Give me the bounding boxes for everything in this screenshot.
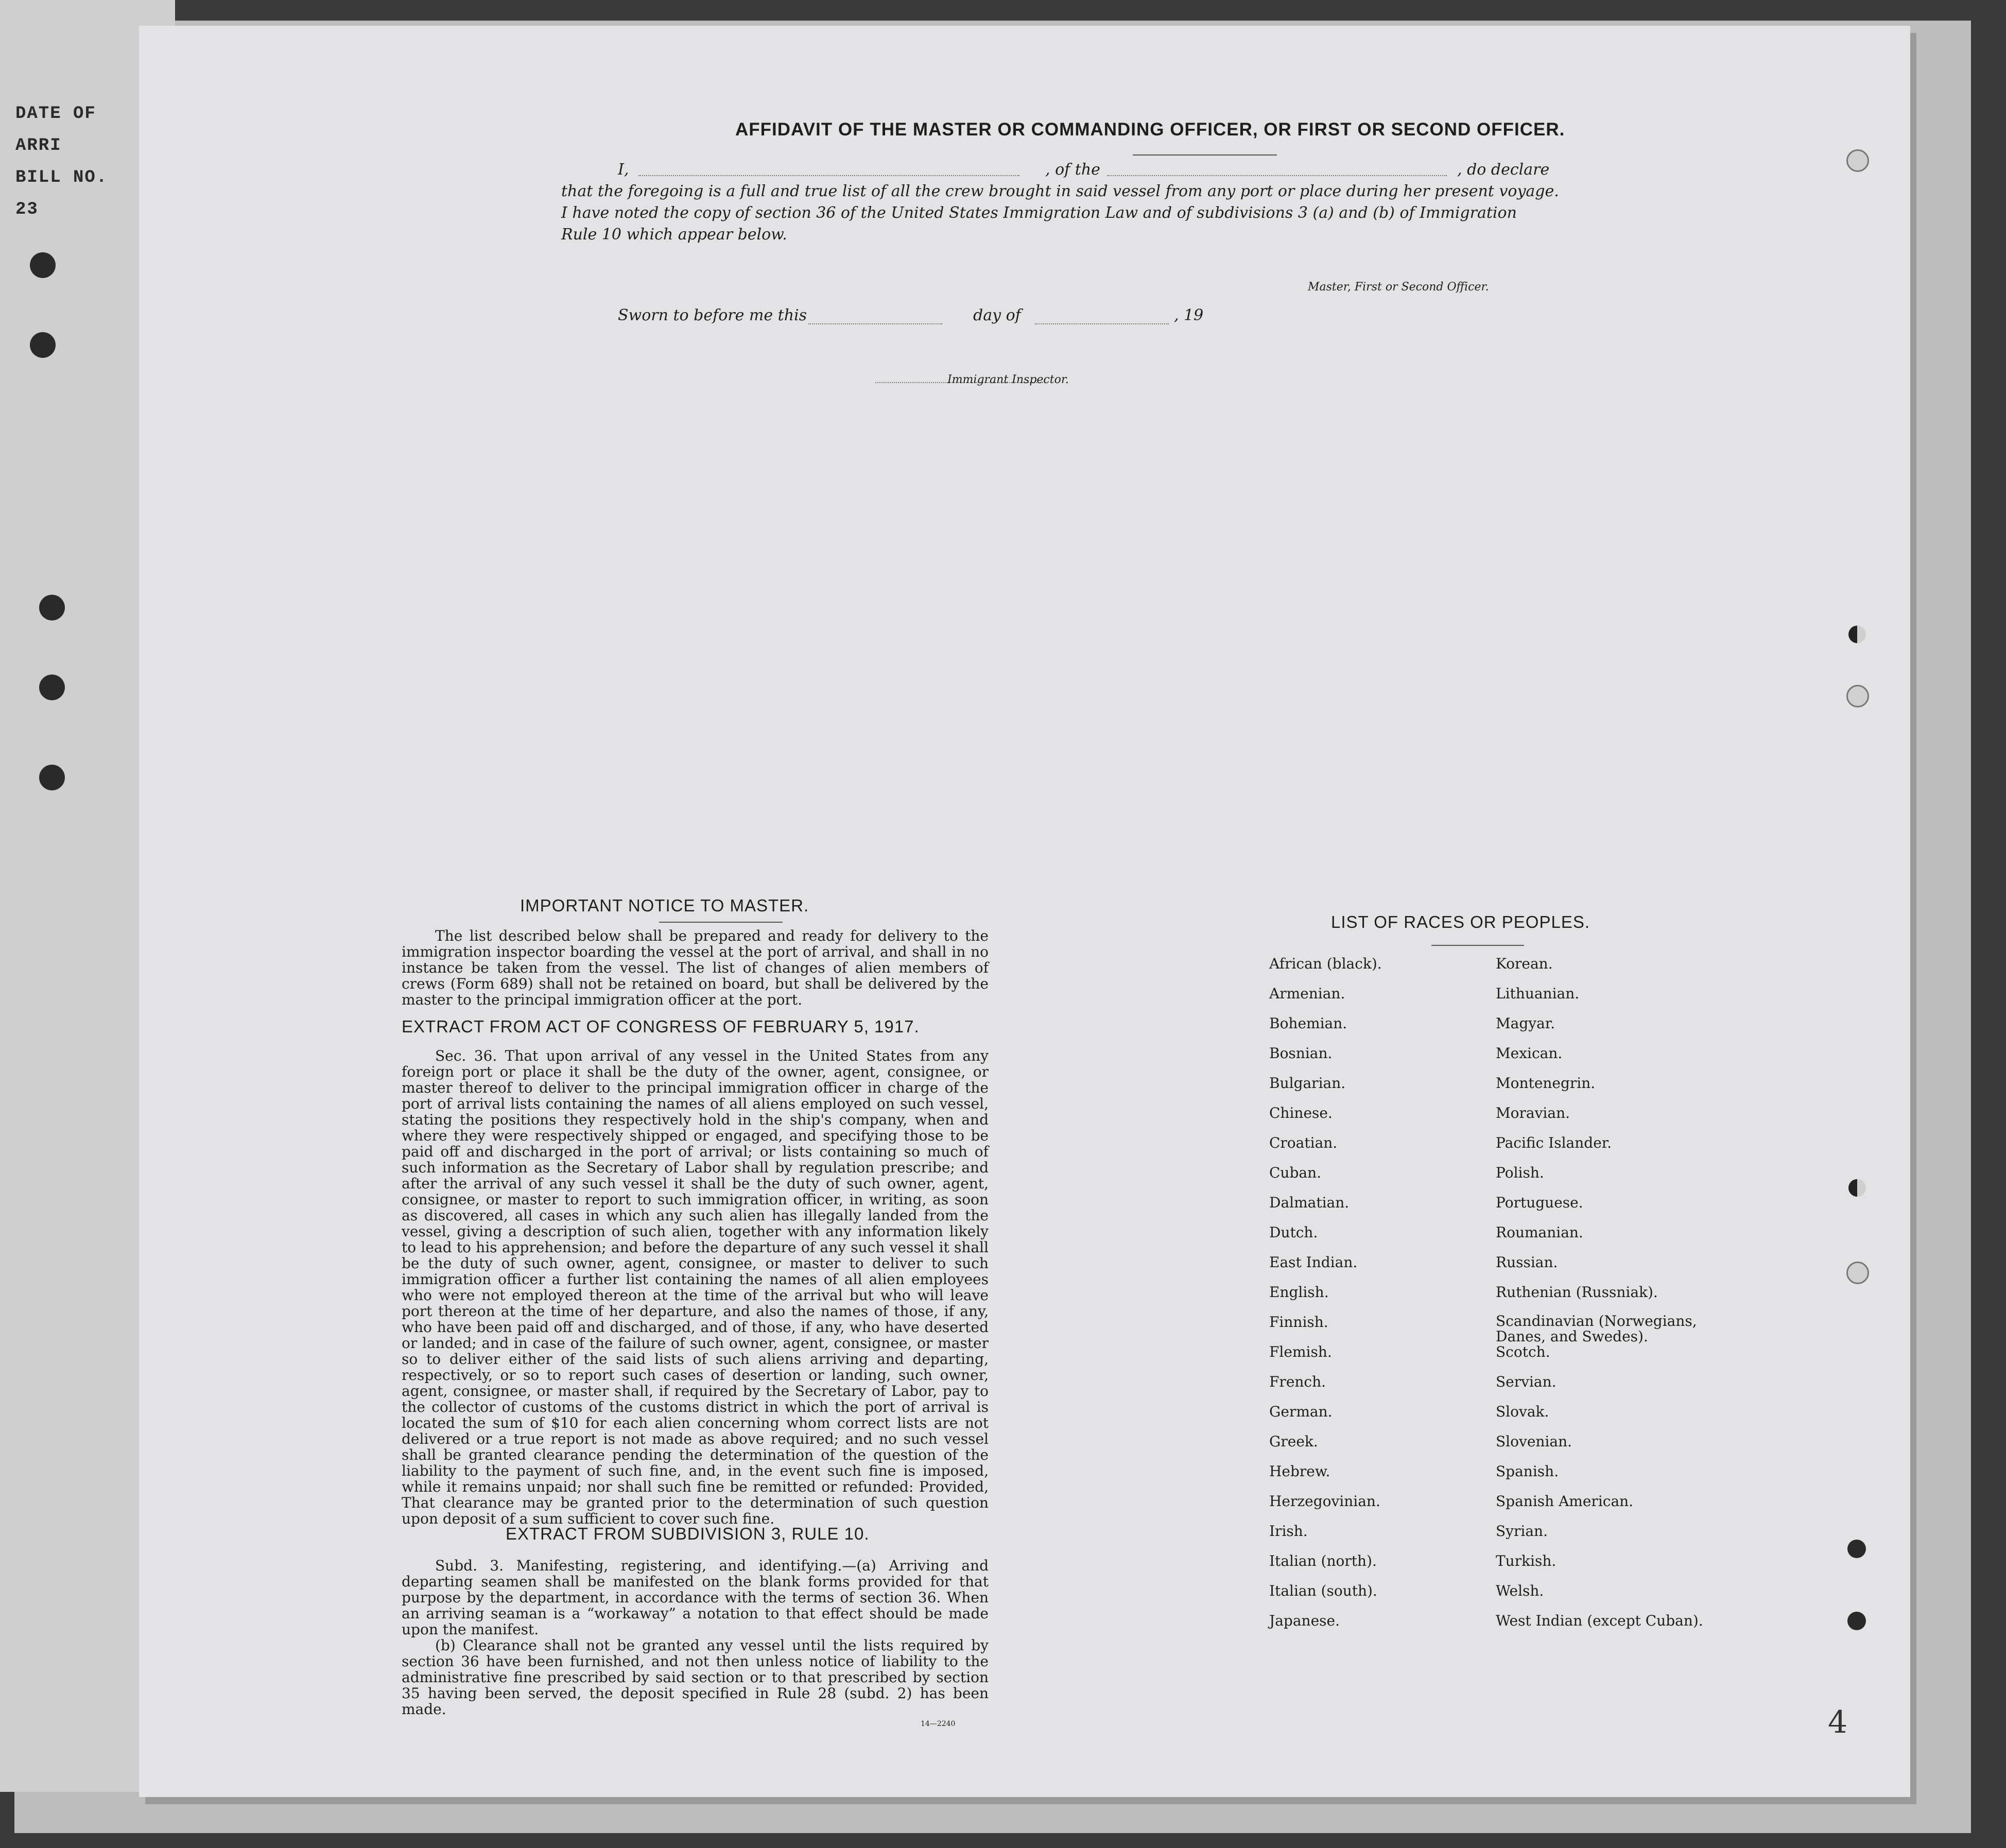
race-item: Slovenian. [1496, 1433, 1572, 1450]
manifest-page [139, 26, 1910, 1797]
race-item: Spanish. [1496, 1463, 1559, 1480]
race-item: French. [1269, 1373, 1326, 1390]
race-item: Armenian. [1269, 985, 1345, 1002]
affidavit-declare: , do declare [1457, 161, 1550, 179]
month-blank [1035, 323, 1169, 324]
race-item: Finnish. [1269, 1314, 1328, 1331]
race-item: Montenegrin. [1496, 1075, 1596, 1092]
section-36-text: Sec. 36. That upon arrival of any vessel in the United States from any foreign port or place it shall be the duty of the owner, agent, consignee, or master thereof to deliver to the principal immigration officer in charge of the port of arrival lists containing the names of all aliens employed on such vessel, stating the positions they respectively hold in the ship's company, when and where they were respectively shipped or engaged, and specifying those to be paid off and discharged in the port of arrival; or lists containing so much of such information as the Secretary of Labor shall by regulation prescribe; and after the arrival of any such vessel it shall be the duty of such owner, agent, consignee, or master to report to such immigration officer, in writing, as soon as discovered, all cases in which any such alien has illegally landed from the vessel, giving a description of such alien, together with any information likely to lead to his apprehension; and before the departure of any such vessel it shall be the duty of such owner, agent, consignee, or master to deliver to such immigration officer a further list containing the names of all alien employees who were not employed thereon at the time of the arrival but who will leave port thereon at the time of her departure, and also the names of those, if any, who have been paid off and discharged, and of those, if any, who have deserted or landed; and in case of the failure of such owner, agent, consignee, or master so to deliver either of the said lists of such aliens arriving and departing, respectively, or so to report such cases of desertion or landing, such owner, agent, consignee, or master shall, if required by the Secretary of Labor, pay to the collector of customs of the customs district in which the port of arrival is located the sum of $10 for each alien concerning whom correct lists are not delivered or a true report is not made as above required; and no such vessel shall be granted clearance pending the determination of the question of the liability to the payment of such fine, and, in the event such fine is imposed, while it remains unpaid; nor shall such fine be remitted or refunded: Provided, That clearance may be granted prior to the determination of such question upon deposit of a sum sufficient to cover such fine. [402, 1047, 989, 1527]
binder-hole [1847, 1612, 1866, 1630]
race-item: Moravian. [1496, 1104, 1570, 1121]
year-text: , 19 [1174, 306, 1204, 324]
race-item: Italian (south). [1269, 1582, 1377, 1599]
binder-hole [30, 332, 56, 358]
race-item: Spanish American. [1496, 1493, 1634, 1510]
race-item: Roumanian. [1496, 1224, 1583, 1241]
race-item: Herzegovinian. [1269, 1493, 1380, 1510]
race-item: Polish. [1496, 1164, 1544, 1181]
affidavit-title: AFFIDAVIT OF THE MASTER OR COMMANDING OFFICER, OR FIRST OR SECOND OFFICER. [735, 119, 1565, 140]
race-item: Syrian. [1496, 1523, 1548, 1540]
binder-hole [39, 675, 65, 700]
race-item: German. [1269, 1403, 1333, 1420]
race-item: West Indian (except Cuban). [1496, 1612, 1703, 1629]
affidavit-of-the: , of the [1045, 161, 1100, 179]
race-item: Scotch. [1496, 1343, 1550, 1360]
form-number: 14—2240 [921, 1720, 956, 1728]
race-item: African (black). [1269, 955, 1382, 972]
extract-rule-title: EXTRACT FROM SUBDIVISION 3, RULE 10. [506, 1524, 870, 1543]
affidavit-i: I, [618, 161, 629, 179]
inspector-label: Immigrant Inspector. [947, 373, 1069, 386]
race-item: Bulgarian. [1269, 1075, 1346, 1092]
race-item: Chinese. [1269, 1104, 1333, 1121]
race-item: Irish. [1269, 1523, 1308, 1540]
title-rule [1133, 154, 1277, 156]
binder-hole [39, 765, 65, 790]
binder-hole [1846, 1262, 1869, 1284]
binder-hole [1847, 1540, 1866, 1558]
race-item: Cuban. [1269, 1164, 1322, 1181]
affidavit-line2: that the foregoing is a full and true list of all the crew brought in said vessel from any port or place during her present voyage. [561, 182, 1559, 200]
binder-hole [39, 595, 65, 620]
race-item: Magyar. [1496, 1015, 1555, 1032]
notice-title: IMPORTANT NOTICE TO MASTER. [520, 896, 809, 915]
sworn-text: Sworn to before me this [618, 306, 807, 324]
race-item: Lithuanian. [1496, 985, 1580, 1002]
race-item: Russian. [1496, 1254, 1558, 1271]
race-item: East Indian. [1269, 1254, 1358, 1271]
race-item: Bosnian. [1269, 1045, 1333, 1062]
side-stamp-line1: DATE OF ARRI [15, 104, 96, 156]
binder-hole [1848, 1179, 1866, 1197]
side-stamp-line2: BILL NO. 23 [15, 168, 108, 219]
notice-rule [659, 922, 783, 923]
races-rule [1431, 945, 1524, 946]
race-item: Greek. [1269, 1433, 1318, 1450]
race-item: Croatian. [1269, 1134, 1338, 1151]
binder-hole [30, 252, 56, 278]
notice-text: The list described below shall be prepared and ready for delivery to the immigration inspector boarding the vessel at the port of arrival, and shall in no instance be taken from the vessel. The list of changes of alien members of crews (Form 689) shall not be retained on board, but shall be delivered by the master to the principal immigration officer at the port. [402, 927, 989, 1008]
race-item: Dutch. [1269, 1224, 1318, 1241]
rule-10-para-b: (b) Clearance shall not be granted any vessel until the lists required by section 36 have been furnished, and not then unless notice of liability to the administrative fine prescribed by said section or to that prescribed by section 35 having been served, the deposit specified in Rule 28 (subd. 2) has been made. [402, 1637, 989, 1718]
binder-hole [1848, 626, 1866, 643]
race-item: Dalmatian. [1269, 1194, 1350, 1211]
race-item: Slovak. [1496, 1403, 1549, 1420]
rule-10-para-a: Subd. 3. Manifesting, registering, and identifying.—(a) Arriving and departing seamen shall be manifested on the blank forms provided for that purpose by the department, in accordance with the terms of section 36. When an arriving seaman is a “workaway” a notation to that effect should be made upon the manifest. [402, 1557, 989, 1638]
race-item: English. [1269, 1284, 1329, 1301]
day-of-text: day of [973, 306, 1021, 324]
race-item: Turkish. [1496, 1552, 1557, 1569]
race-item: Portuguese. [1496, 1194, 1583, 1211]
day-blank [808, 323, 942, 324]
race-item: Ruthenian (Russniak). [1496, 1284, 1658, 1301]
name-blank [638, 175, 1019, 176]
races-title: LIST OF RACES OR PEOPLES. [1331, 912, 1590, 931]
race-item: Servian. [1496, 1373, 1557, 1390]
affidavit-line3: I have noted the copy of section 36 of the United States Immigration Law and of subdivisions 3 (a) and (b) of Immigration [561, 204, 1517, 222]
races-right-column [1496, 955, 1733, 1676]
race-item: Hebrew. [1269, 1463, 1330, 1480]
race-item: Italian (north). [1269, 1552, 1377, 1569]
race-item: Mexican. [1496, 1045, 1563, 1062]
binder-hole [1846, 149, 1869, 172]
rule-10-text [402, 1558, 989, 1717]
race-item: Bohemian. [1269, 1015, 1347, 1032]
side-stamp [15, 98, 134, 226]
race-item: Japanese. [1269, 1612, 1340, 1629]
vessel-blank [1107, 175, 1447, 176]
race-item: Pacific Islander. [1496, 1134, 1612, 1151]
race-item: Welsh. [1496, 1582, 1544, 1599]
race-item: Flemish. [1269, 1343, 1332, 1360]
binder-hole [1846, 685, 1869, 707]
affidavit-line4: Rule 10 which appear below. [561, 226, 787, 244]
race-item: Korean. [1496, 955, 1553, 972]
extract-act-title: EXTRACT FROM ACT OF CONGRESS OF FEBRUARY 5, 1917. [402, 1017, 920, 1036]
signature-label: Master, First or Second Officer. [1308, 281, 1489, 293]
handwritten-mark: 4 [1828, 1704, 1848, 1740]
races-left-column [1269, 955, 1475, 1676]
race-item: Scandinavian (Norwegians, Danes, and Swedes). [1496, 1312, 1697, 1345]
